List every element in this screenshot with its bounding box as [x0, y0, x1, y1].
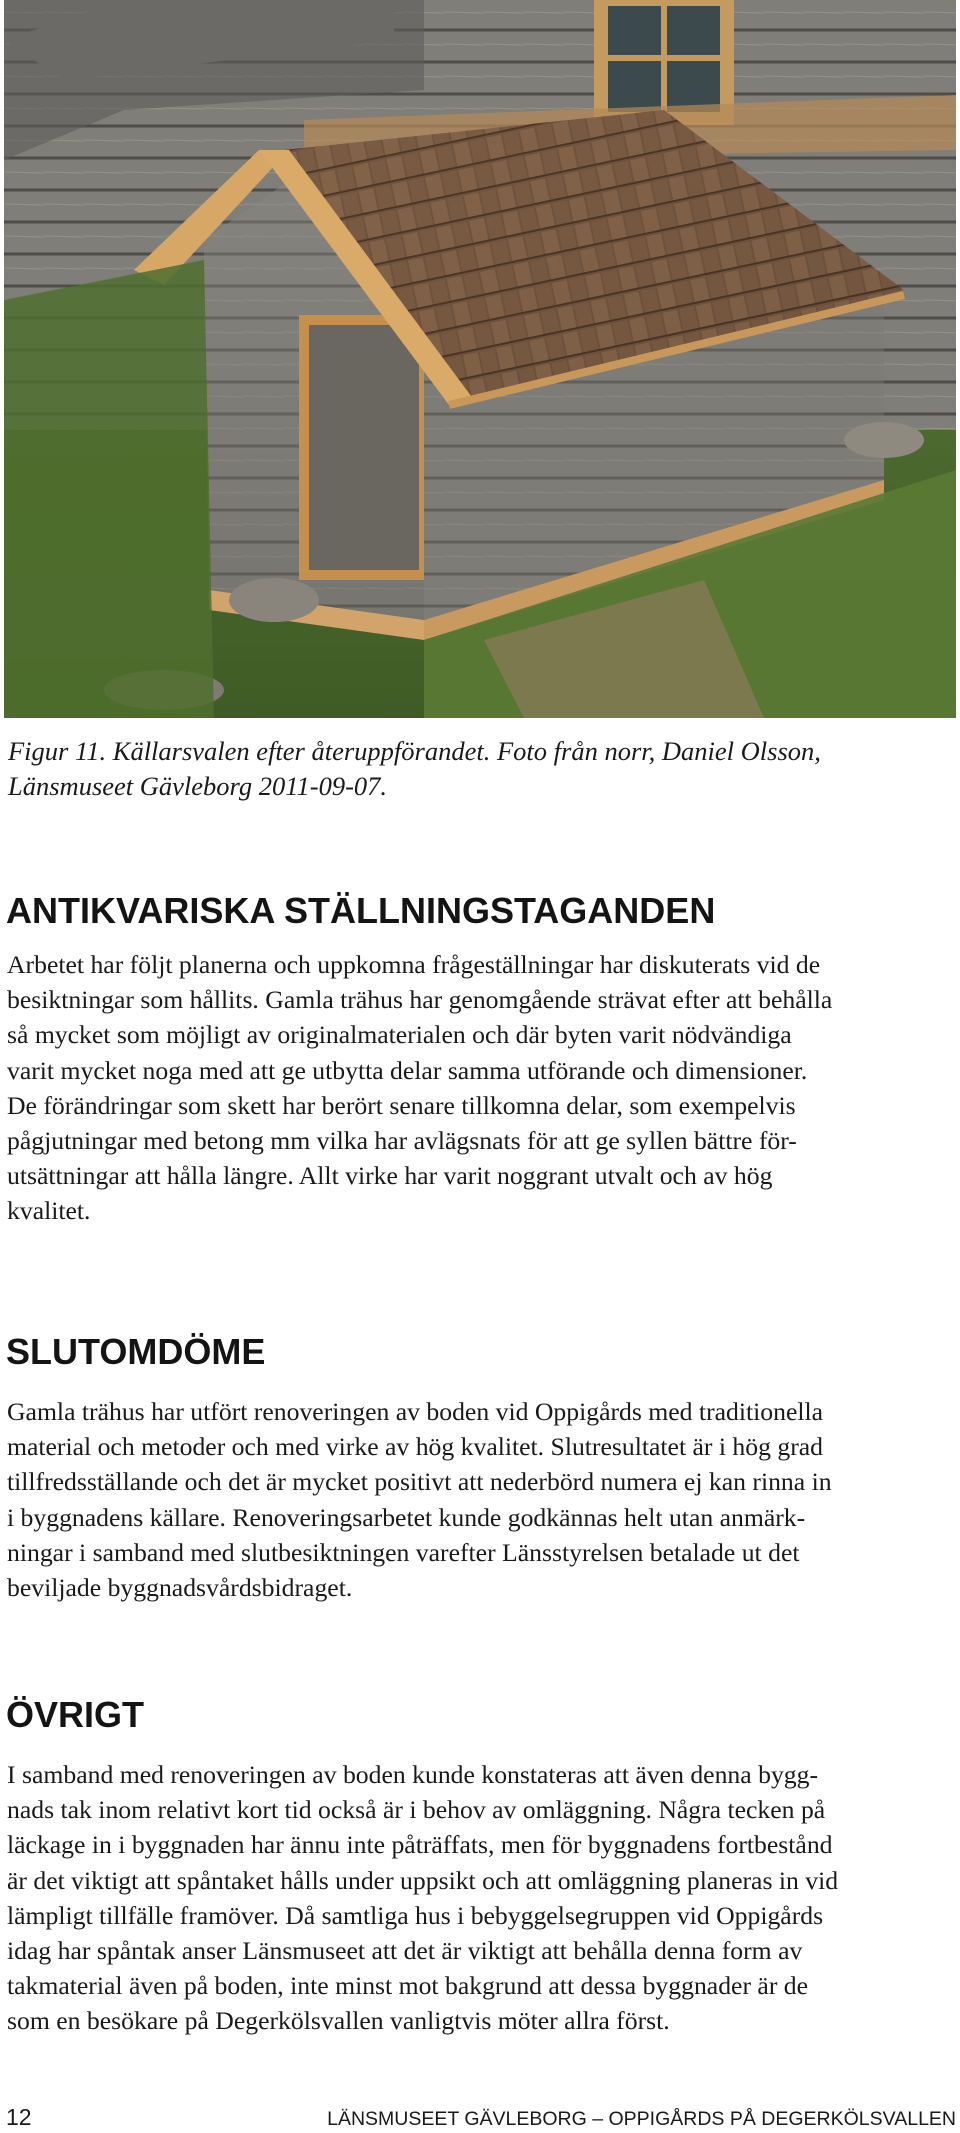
text-line: läckage in i byggnaden har ännu inte påträffats, men för byggnadens fortbestånd	[7, 1830, 833, 1860]
text-line: så mycket som möjligt av originalmaterialen och där byten varit nödvändiga	[7, 1020, 792, 1050]
cellar-entrance-photo	[4, 0, 956, 718]
section-body-slutomdome	[7, 1394, 957, 1605]
caption-line: Länsmuseet Gävleborg 2011-09-07.	[8, 771, 388, 801]
caption-line: Figur 11. Källarsvalen efter återuppförandet. Foto från norr, Daniel Olsson,	[8, 736, 821, 766]
text-line: pågjutningar med betong mm vilka har avlägsnats för att ge syllen bättre för-	[7, 1126, 797, 1156]
text-line: besiktningar som hållits. Gamla trähus har genomgående strävat efter att behålla	[7, 985, 833, 1015]
section-body-antikvariska	[7, 947, 957, 1229]
text-line: utsättningar att hålla längre. Allt virke har varit noggrant utvalt och av hög	[7, 1161, 773, 1191]
text-line: i byggnadens källare. Renoveringsarbetet kunde godkännas helt utan anmärk-	[7, 1502, 806, 1532]
text-line: beviljade byggnadsvårdsbidraget.	[7, 1573, 353, 1603]
text-line: tillfredsställande och det är mycket positivt att nederbörd numera ej kan rinna in	[7, 1467, 832, 1497]
text-line: Gamla trähus har utfört renoveringen av boden vid Oppigårds med traditionella	[7, 1397, 824, 1426]
text-line: varit mycket noga med att ge utbytta delar samma utförande och dimensioner.	[7, 1055, 808, 1085]
figure-caption	[8, 734, 952, 804]
running-footer: LÄNSMUSEET GÄVLEBORG – OPPIGÅRDS PÅ DEGERKÖLSVALLEN	[327, 2108, 956, 2130]
page-number: 12	[6, 2104, 32, 2130]
text-line: lämpligt tillfälle framöver. Då samtliga hus i bebyggelsegruppen vid Oppigårds	[7, 1900, 824, 1930]
text-line: idag har spåntak anser Länsmuseet att det är viktigt att behålla denna form av	[7, 1936, 803, 1966]
section-body-ovrigt	[7, 1757, 957, 2039]
section-heading-slutomdome: SLUTOMDÖME	[6, 1331, 266, 1372]
text-line: Arbetet har följt planerna och uppkomna frågeställningar har diskuterats vid de	[7, 950, 821, 979]
text-line: De förändringar som skett har berört senare tillkomna delar, som exempelvis	[7, 1090, 796, 1120]
text-line: I samband med renoveringen av boden kunde konstateras att även denna bygg-	[7, 1760, 819, 1789]
text-line: nads tak inom relativt kort tid också är i behov av omläggning. Några tecken på	[7, 1795, 826, 1825]
text-line: ningar i samband med slutbesiktningen varefter Länsstyrelsen betalade ut det	[7, 1537, 800, 1567]
text-line: material och metoder och med virke av hög kvalitet. Slutresultatet är i hög grad	[7, 1432, 824, 1462]
text-line: takmaterial även på boden, inte minst mot bakgrund att dessa byggnader är de	[7, 1971, 809, 2001]
section-heading-antikvariska: ANTIKVARISKA STÄLLNINGSTAGANDEN	[6, 890, 716, 931]
text-line: är det viktigt att spåntaket hålls under uppsikt och att omläggning planeras in vid	[7, 1865, 839, 1895]
text-line: kvalitet.	[7, 1196, 91, 1226]
section-heading-ovrigt: ÖVRIGT	[6, 1694, 145, 1735]
text-line: som en besökare på Degerkölsvallen vanligtvis möter allra först.	[7, 2006, 670, 2036]
